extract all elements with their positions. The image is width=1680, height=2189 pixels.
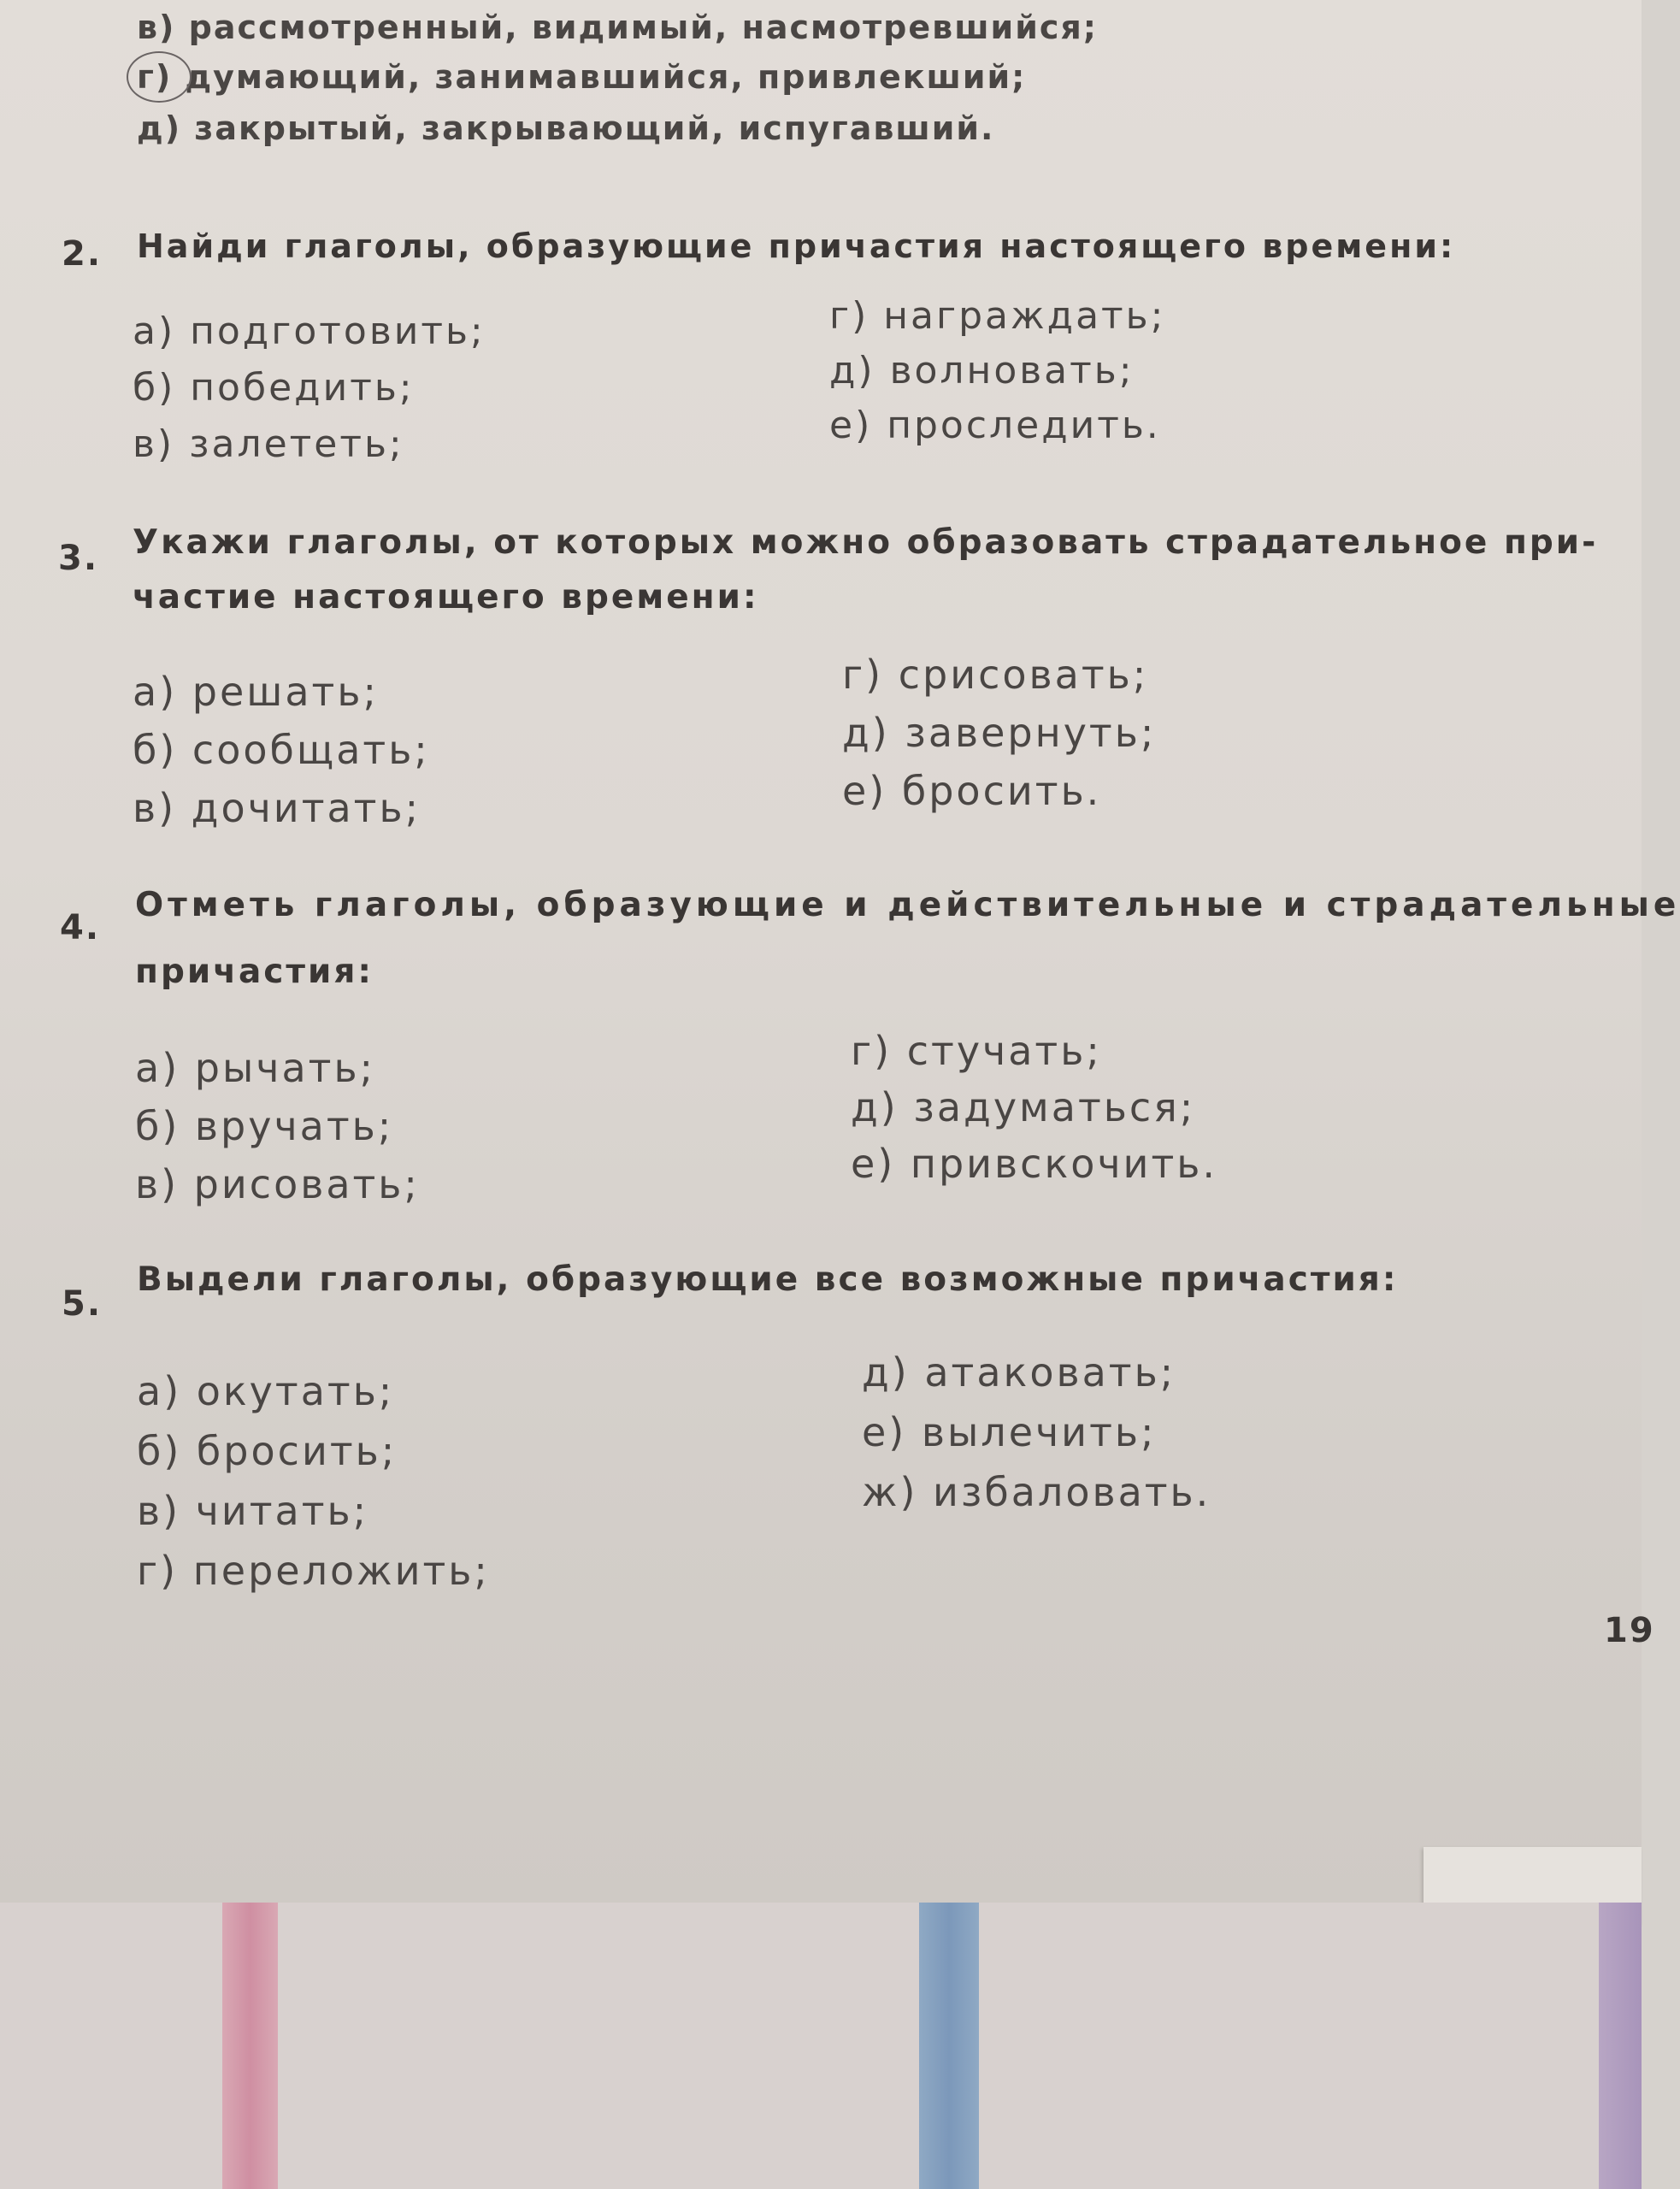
top-option-d: д) закрытый, закрывающий, испугавший. [137, 109, 995, 147]
question-3-text-line-1: Укажи глаголы, от которых можно образовать страдательное при- [133, 523, 1599, 562]
question-3-option-b: б) сообщать; [133, 727, 430, 773]
question-5-option-e: е) вылечить; [862, 1409, 1157, 1455]
question-3-option-a: а) решать; [133, 669, 379, 715]
question-4-option-b: б) вручать; [135, 1103, 394, 1149]
question-2-option-e: е) проследить. [829, 404, 1161, 447]
blue-stripe [919, 1903, 979, 2189]
question-5-text: Выдели глаголы, образующие все возможные причастия: [137, 1260, 1399, 1299]
question-2-number: 2. [62, 234, 103, 274]
fabric-background [0, 1903, 1642, 2189]
question-4-option-a: а) рычать; [135, 1045, 376, 1091]
question-4-option-d: д) задуматься; [851, 1084, 1196, 1130]
question-4-text-line-1: Отметь глаголы, образующие и действительные и страдательные [135, 886, 1680, 924]
question-3-option-d: д) завернуть; [842, 710, 1157, 756]
question-3-option-g: г) срисовать; [842, 652, 1149, 698]
question-5-option-b: б) бросить; [137, 1428, 398, 1474]
question-4-text-line-2: причастия: [135, 953, 374, 991]
question-4-option-g: г) стучать; [851, 1028, 1102, 1074]
handwritten-circle-mark [127, 51, 192, 103]
question-2-option-d: д) волновать; [829, 349, 1135, 392]
question-2-text: Найди глаголы, образующие причастия настоящего времени: [137, 227, 1456, 265]
top-option-v: в) рассмотренный, видимый, насмотревшийся; [137, 9, 1098, 46]
question-2-option-v: в) залететь; [133, 422, 404, 466]
page-number: 19 [1604, 1611, 1655, 1650]
question-4-option-e: е) привскочить. [851, 1141, 1217, 1187]
question-5-option-v: в) читать; [137, 1488, 369, 1534]
question-2-option-a: а) подготовить; [133, 310, 486, 353]
question-5-option-a: а) окутать; [137, 1368, 395, 1414]
question-5-option-d: д) атаковать; [862, 1349, 1176, 1395]
top-option-g: г) думающий, занимавшийся, привлекший; [137, 58, 1027, 96]
pink-stripe [222, 1903, 278, 2189]
question-5-number: 5. [62, 1284, 103, 1324]
question-5-option-zh: ж) избаловать. [862, 1469, 1211, 1515]
question-5-option-g: г) переложить; [137, 1548, 490, 1594]
question-3-number: 3. [58, 539, 99, 578]
question-2-option-b: б) победить; [133, 366, 415, 410]
question-4-option-v: в) рисовать; [135, 1161, 420, 1207]
question-3-option-v: в) дочитать; [133, 785, 421, 831]
question-3-text-line-2: частие настоящего времени: [133, 578, 759, 617]
violet-stripe [1599, 1903, 1642, 2189]
question-2-option-g: г) награждать; [829, 294, 1166, 338]
question-4-number: 4. [60, 908, 101, 947]
question-3-option-e: е) бросить. [842, 768, 1102, 814]
